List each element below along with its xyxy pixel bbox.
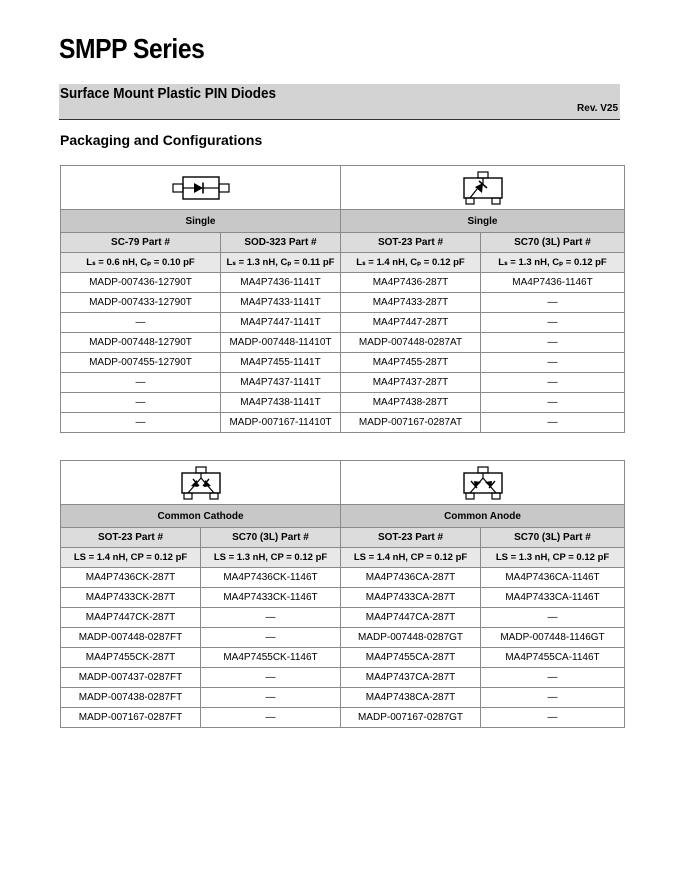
part-number-cell: MA4P7447CA-287T (341, 608, 481, 628)
column-header: SOT-23 Part # (61, 528, 201, 548)
part-number-cell: MADP-007167-0287AT (341, 413, 481, 433)
part-number-cell: MADP-007167-0287GT (341, 708, 481, 728)
section-heading: Packaging and Configurations (60, 132, 263, 148)
part-number-cell: MA4P7433CK-1146T (201, 588, 341, 608)
part-number-cell: MA4P7447-287T (341, 313, 481, 333)
common-cathode-package-cell (61, 461, 341, 505)
part-number-cell: — (481, 688, 625, 708)
part-number-cell: — (481, 293, 625, 313)
part-number-cell: MA4P7438-287T (341, 393, 481, 413)
spec-row (61, 253, 625, 273)
table-row (61, 313, 625, 333)
part-number-cell: MA4P7455-1141T (221, 353, 341, 373)
part-number-cell: MA4P7455CK-1146T (201, 648, 341, 668)
column-header-row (61, 233, 625, 253)
part-number-cell: — (481, 413, 625, 433)
part-number-cell: — (201, 708, 341, 728)
part-number-cell: — (481, 313, 625, 333)
document-subtitle: Surface Mount Plastic PIN Diodes (60, 85, 277, 102)
part-number-cell: — (61, 313, 221, 333)
spec-cell: Lₛ = 0.6 nH, Cₚ = 0.10 pF (61, 253, 221, 273)
column-header: SOD-323 Part # (221, 233, 341, 253)
part-number-cell: MA4P7455CA-1146T (481, 648, 625, 668)
table-row (61, 688, 625, 708)
group-header-row (61, 210, 625, 233)
table-row (61, 273, 625, 293)
spec-cell: LS = 1.4 nH, CP = 0.12 pF (341, 548, 481, 568)
packaging-table-common (60, 460, 625, 728)
part-number-cell: — (481, 393, 625, 413)
group-label-common-anode: Common Anode (341, 505, 625, 528)
part-number-cell: MADP-007167-11410T (221, 413, 341, 433)
column-header: SC70 (3L) Part # (481, 233, 625, 253)
common-anode-diode-icon (461, 466, 505, 500)
table-row (61, 413, 625, 433)
table-row (61, 333, 625, 353)
table-row (61, 708, 625, 728)
spec-cell: LS = 1.3 nH, CP = 0.12 pF (481, 548, 625, 568)
part-number-cell: MA4P7437-287T (341, 373, 481, 393)
part-number-cell: MADP-007455-12790T (61, 353, 221, 373)
part-number-cell: MA4P7455CK-287T (61, 648, 201, 668)
part-number-cell: — (201, 668, 341, 688)
part-number-cell: MADP-007448-0287GT (341, 628, 481, 648)
icon-row (61, 461, 625, 505)
table-row (61, 668, 625, 688)
part-number-cell: MA4P7436CA-287T (341, 568, 481, 588)
column-header: SOT-23 Part # (341, 528, 481, 548)
part-number-cell: MADP-007448-1146GT (481, 628, 625, 648)
column-header: SC70 (3L) Part # (481, 528, 625, 548)
table-row (61, 293, 625, 313)
spec-row (61, 548, 625, 568)
part-number-cell: MA4P7437-1141T (221, 373, 341, 393)
part-number-cell: MA4P7436-1141T (221, 273, 341, 293)
column-header: SC70 (3L) Part # (201, 528, 341, 548)
part-number-cell: MADP-007448-0287FT (61, 628, 201, 648)
spec-cell: Lₛ = 1.3 nH, Cₚ = 0.11 pF (221, 253, 341, 273)
spec-cell: LS = 1.3 nH, CP = 0.12 pF (201, 548, 341, 568)
part-number-cell: MA4P7455CA-287T (341, 648, 481, 668)
part-number-cell: MA4P7433CA-1146T (481, 588, 625, 608)
column-header: SC-79 Part # (61, 233, 221, 253)
part-number-cell: MADP-007448-12790T (61, 333, 221, 353)
table-row (61, 648, 625, 668)
column-header: SOT-23 Part # (341, 233, 481, 253)
group-header-row (61, 505, 625, 528)
part-number-cell: — (201, 688, 341, 708)
common-cathode-diode-icon (179, 466, 223, 500)
part-number-cell: MADP-007438-0287FT (61, 688, 201, 708)
sod-diode-package-icon (172, 175, 230, 201)
part-number-cell: MA4P7447CK-287T (61, 608, 201, 628)
part-number-cell: MA4P7438-1141T (221, 393, 341, 413)
part-number-cell: MA4P7436CK-287T (61, 568, 201, 588)
part-number-cell: MADP-007448-0287AT (341, 333, 481, 353)
spec-cell: LS = 1.4 nH, CP = 0.12 pF (61, 548, 201, 568)
part-number-cell: MA4P7433CA-287T (341, 588, 481, 608)
sod-package-cell (61, 166, 341, 210)
table-row (61, 353, 625, 373)
icon-row (61, 166, 625, 210)
part-number-cell: MA4P7436-1146T (481, 273, 625, 293)
part-number-cell: — (481, 668, 625, 688)
spec-cell: Lₛ = 1.3 nH, Cₚ = 0.12 pF (481, 253, 625, 273)
part-number-cell: — (481, 353, 625, 373)
column-header-row (61, 528, 625, 548)
part-number-cell: MA4P7433-1141T (221, 293, 341, 313)
part-number-cell: — (61, 413, 221, 433)
group-label-common-cathode: Common Cathode (61, 505, 341, 528)
table-row (61, 568, 625, 588)
part-number-cell: MA4P7436CA-1146T (481, 568, 625, 588)
group-label-single: Single (341, 210, 625, 233)
table-row (61, 393, 625, 413)
sot23-single-diode-icon (461, 171, 505, 205)
part-number-cell: MA4P7436-287T (341, 273, 481, 293)
packaging-table-single (60, 165, 625, 433)
part-number-cell: MADP-007448-11410T (221, 333, 341, 353)
part-number-cell: MA4P7447-1141T (221, 313, 341, 333)
part-number-cell: MA4P7433CK-287T (61, 588, 201, 608)
part-number-cell: MA4P7438CA-287T (341, 688, 481, 708)
table-row (61, 608, 625, 628)
part-number-cell: — (201, 628, 341, 648)
part-number-cell: — (481, 708, 625, 728)
part-number-cell: MA4P7437CA-287T (341, 668, 481, 688)
part-number-cell: MADP-007167-0287FT (61, 708, 201, 728)
subtitle-banner (59, 84, 620, 120)
spec-cell: Lₛ = 1.4 nH, Cₚ = 0.12 pF (341, 253, 481, 273)
part-number-cell: — (481, 608, 625, 628)
table-row (61, 373, 625, 393)
part-number-cell: MADP-007433-12790T (61, 293, 221, 313)
table-row (61, 628, 625, 648)
part-number-cell: MADP-007437-0287FT (61, 668, 201, 688)
part-number-cell: — (481, 373, 625, 393)
part-number-cell: — (61, 393, 221, 413)
part-number-cell: MADP-007436-12790T (61, 273, 221, 293)
part-number-cell: — (481, 333, 625, 353)
part-number-cell: MA4P7433-287T (341, 293, 481, 313)
part-number-cell: — (61, 373, 221, 393)
part-number-cell: — (201, 608, 341, 628)
table-row (61, 588, 625, 608)
revision-label: Rev. V25 (577, 103, 618, 114)
part-number-cell: MA4P7455-287T (341, 353, 481, 373)
sot23-package-cell (341, 166, 625, 210)
part-number-cell: MA4P7436CK-1146T (201, 568, 341, 588)
group-label-single: Single (61, 210, 341, 233)
page-title: SMPP Series (59, 33, 205, 64)
common-anode-package-cell (341, 461, 625, 505)
